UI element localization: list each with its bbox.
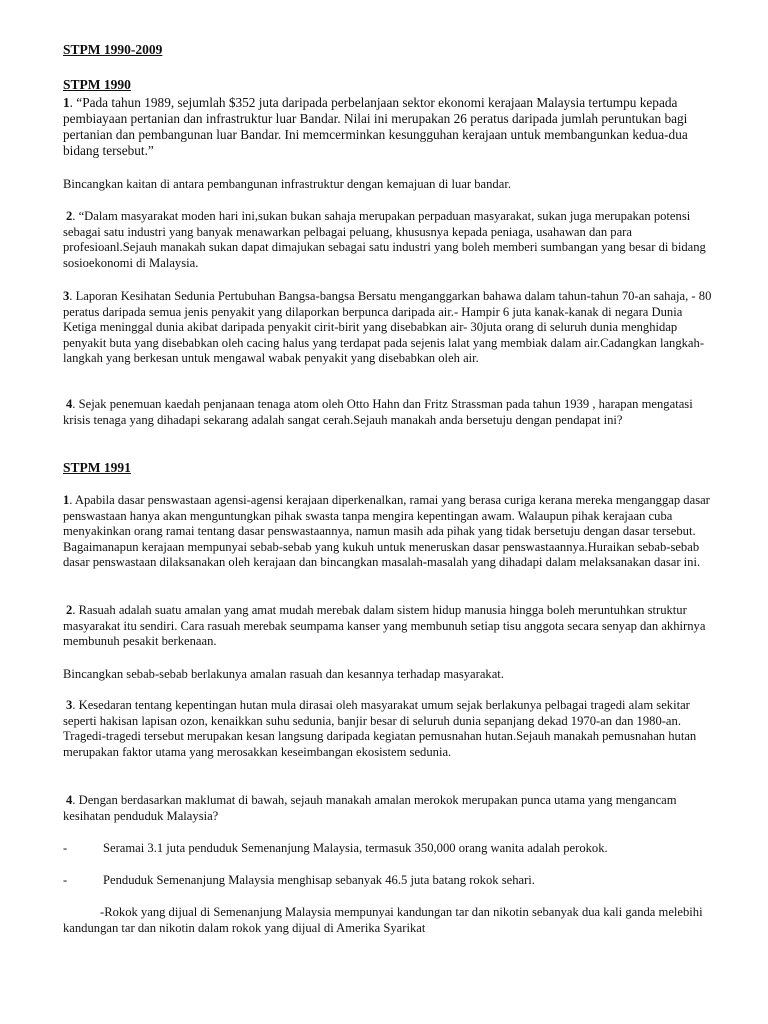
bullet-dash: - xyxy=(63,873,68,887)
question-number: 3 xyxy=(63,289,70,303)
question-text: . “Pada tahun 1989, sejumlah $352 juta daripada perbelanjaan sektor ekonomi kerajaan Malaysia tertumpu kepada pembiayaan pertanian dan infrastruktur luar Bandar. Nilai ini merupakan 26 peratus daripada jumlah peruntukan bagi pertanian dan pembangunan luar Bandar. Ini memcerminkan kesungguhan kerajaan untuk membangunkan kedua-dua bidang tersebut.” xyxy=(63,95,688,158)
smoking-fact-paragraph: -Rokok yang dijual di Semenanjung Malaysia mempunyai kandungan tar dan nikotin sebanyak dua kali ganda melebihi kandungan tar dan nikotin dalam rokok yang dijual di Amerika Syarikat xyxy=(63,905,703,935)
question-number: 4 xyxy=(66,397,73,411)
question-number: 4 xyxy=(66,793,73,807)
question-number: 3 xyxy=(66,698,73,712)
question-text: . Apabila dasar penswastaan agensi-agensi kerajaan diperkenalkan, ramai yang berasa curiga kerana mereka menganggap dasar penswastaan hanya akan menguntungkan pihak swasta tanpa mengira kepentingan awam. Walaupun pihak kerajaan cuba menyakinkan orang ramai tentang dasar penswastaannya, namun masih ada pihak yang tidak bersetuju dengan dasar tersebut. Bagaimanapun kerajaan mempunyai sebab-sebab yang kukuh untuk meneruskan dasar penswastaannya.Huraikan sebab-sebab dasar penswastaan dilaksanakan oleh kerajaan dan bincangkan masalah-masalah yang dihadapi dalam melaksanakan dasar ini. xyxy=(63,493,710,570)
question-1991-2-prompt: Bincangkan sebab-sebab berlakunya amalan rasuah dan kesannya terhadap masyarakat. xyxy=(63,667,504,681)
bullet-item: Seramai 3.1 juta penduduk Semenanjung Malaysia, termasuk 350,000 orang wanita adalah perokok. xyxy=(103,841,608,855)
question-1991-3 xyxy=(63,698,713,760)
bullet-item: Penduduk Semenanjung Malaysia menghisap sebanyak 46.5 juta batang rokok sehari. xyxy=(103,873,535,887)
question-text: . “Dalam masyarakat moden hari ini,sukan bukan sahaja merupakan perpaduan masyarakat, sukan juga merupakan potensi sebagai satu industri yang banyak menawarkan pelbagai peluang, khususnya kepada peniaga, usahawan dan para profesioanl.Sejauh manakah sukan dapat dimajukan sebagai satu industri yang boleh memberi sumbangan yang besar di bidang sosioekonomi di Malaysia. xyxy=(63,209,706,270)
question-1990-4 xyxy=(63,397,713,428)
section-heading-1990: STPM 1990 xyxy=(63,77,131,92)
question-1990-2 xyxy=(63,209,713,271)
question-text: . Rasuah adalah suatu amalan yang amat mudah merebak dalam sistem hidup manusia hingga boleh meruntuhkan struktur masyarakat itu sendiri. Cara rasuah merebak seumpama kanser yang membunuh setiap tisu anggota secara senyap dan akhirnya membunuh pesakit berkenaan. xyxy=(63,603,706,649)
question-text: . Sejak penemuan kaedah penjanaan tenaga atom oleh Otto Hahn dan Fritz Strassman pada tahun 1939 , harapan mengatasi krisis tenaga yang dihadapi sekarang adalah sangat cerah.Sejauh manakah anda bersetuju dengan pendapat ini? xyxy=(63,397,693,427)
question-1991-2 xyxy=(63,603,713,650)
question-1990-3 xyxy=(63,289,713,367)
question-1990-1-prompt: Bincangkan kaitan di antara pembangunan infrastruktur dengan kemajuan di luar bandar. xyxy=(63,177,511,191)
document-title: STPM 1990-2009 xyxy=(63,42,163,57)
question-number: 2 xyxy=(66,209,73,223)
question-1991-1 xyxy=(63,493,713,571)
question-1991-4 xyxy=(63,793,713,824)
question-number: 2 xyxy=(66,603,73,617)
section-heading-1991: STPM 1991 xyxy=(63,460,131,475)
question-number: 1 xyxy=(63,493,70,507)
question-number: 1 xyxy=(63,95,70,110)
bullet-dash: - xyxy=(63,841,68,855)
question-text: . Dengan berdasarkan maklumat di bawah, sejauh manakah amalan merokok merupakan punca utama yang mengancam kesihatan penduduk Malaysia? xyxy=(63,793,677,823)
question-1990-1 xyxy=(63,95,713,159)
question-text: . Laporan Kesihatan Sedunia Pertubuhan Bangsa-bangsa Bersatu menganggarkan bahawa dalam tahun-tahun 70-an sahaja, - 80 peratus daripada semua jenis penyakit yang dilaporkan berpunca daripada air.- Hampir 6 juta kanak-kanak di negara Dunia Ketiga meninggal dunia akibat daripada penyakit cirit-birit yang disebabkan air- 30juta orang di seluruh dunia menghidap penyakit buta yang disebabkan oleh cacing halus yang terdapat pada sejenis lalat yang membiak dalam air.Cadangkan langkah-langkah yang berkesan untuk mengawal wabak penyakit yang disebabkan oleh air. xyxy=(63,289,712,366)
question-text: . Kesedaran tentang kepentingan hutan mula dirasai oleh masyarakat umum sejak berlakunya pelbagai tragedi alam sekitar seperti hakisan lapisan ozon, kenaikkan suhu sedunia, banjir besar di seluruh dunia sepanjang dekad 1970-an dan 1980-an. Tragedi-tragedi tersebut merupakan kesan langsung daripada kegiatan pemusnahan hutan.Sejauh manakah pemusnahan hutan merupakan faktor utama yang merosakkan keseimbangan ekosistem sedunia. xyxy=(63,698,697,759)
